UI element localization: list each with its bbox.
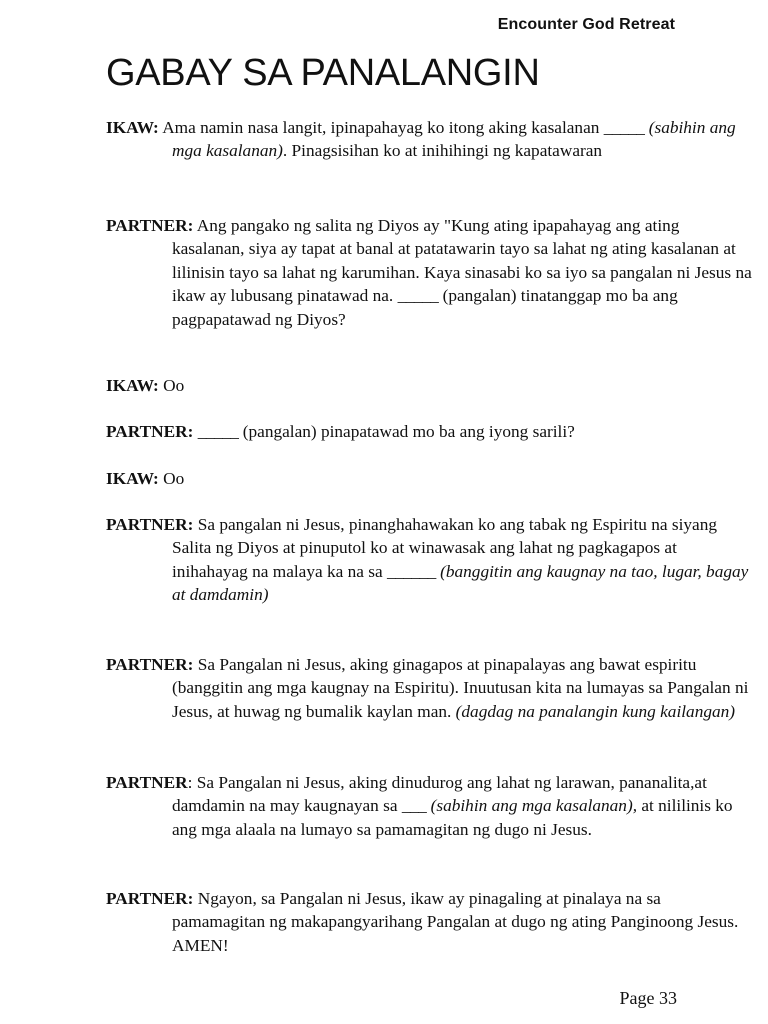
dialogue-entry: [106, 513, 752, 607]
speaker-label: IKAW:: [106, 469, 159, 488]
instruction-note: (dagdag na panalangin kung kailangan): [455, 701, 736, 721]
speaker-label: PARTNER:: [106, 216, 194, 235]
dialogue-text: Ang pangako ng salita ng Diyos ay "Kung ating ipapahayag ang ating kasalanan, siya ay tapat at banal at patatawarin tayo sa lahat ng ating kasalanan at lilinisin tayo sa lahat ng karumihan. Kaya sinasabi ko sa iyo sa pangalan ni Jesus na ikaw ay lubusang pinatawad na.: [172, 216, 752, 306]
dialogue-text: : Sa Pangalan ni Jesus, aking dinudurog ang lahat ng larawan, pananalita,at damdamin na may kaugnayan sa: [172, 773, 707, 816]
instruction-note: (sabihin ang mga kasalanan): [172, 118, 736, 161]
dialogue-text: (pangalan) pinapatawad mo ba ang iyong sarili?: [238, 422, 575, 441]
speaker-label: PARTNER: [106, 773, 188, 792]
fill-in-blank: ______: [386, 561, 436, 581]
dialogue-entry: [106, 214, 752, 331]
fill-in-blank: _____: [397, 286, 439, 306]
dialogue-entry: [106, 420, 752, 443]
dialogue-text: Sa Pangalan ni Jesus, aking ginagapos at pinapalayas ang bawat espiritu (banggitin ang mga kaugnay na Espiritu). Inuutusan kita na lumayas sa Pangalan ni Jesus, at huwag ng bumalik kaylan man.: [172, 655, 749, 721]
dialogue-text: Oo: [158, 469, 185, 488]
speaker-label: IKAW:: [106, 118, 159, 137]
dialogue-text: Oo: [158, 376, 185, 395]
dialogue-text: . Pinagsisihan ko at inihihingi ng kapatawaran: [282, 141, 603, 161]
speaker-label: IKAW:: [106, 376, 159, 395]
page-number: Page 33: [619, 988, 677, 1008]
dialogue-text: at nililinis ko ang mga alaala na lumayo sa pamamagitan ng dugo ni Jesus.: [172, 796, 733, 839]
speaker-label: PARTNER:: [106, 889, 194, 908]
dialogue-entry: [106, 771, 752, 841]
dialogue-entry: [106, 116, 752, 163]
running-header: Encounter God Retreat: [497, 16, 675, 33]
dialogue-entry: [106, 887, 752, 957]
dialogue-text: Ama namin nasa langit, ipinapahayag ko itong aking kasalanan: [158, 118, 604, 137]
dialogue-entry: [106, 653, 752, 723]
dialogue-entry: [106, 467, 752, 490]
speaker-label: PARTNER:: [106, 655, 194, 674]
page-title: GABAY SA PANALANGIN: [106, 52, 540, 94]
dialogue-entry: [106, 374, 752, 397]
dialogue-text: (pangalan) tinatanggap mo ba ang pagpapatawad ng Diyos?: [172, 286, 678, 329]
fill-in-blank: _____: [197, 422, 239, 441]
speaker-label: PARTNER:: [106, 515, 194, 534]
fill-in-blank: _____: [603, 118, 645, 137]
fill-in-blank: ___: [401, 796, 427, 816]
dialogue-text: Ngayon, sa Pangalan ni Jesus, ikaw ay pinagaling at pinalaya na sa pamamagitan ng makapangyarihang Pangalan at dugo ng ating Panginoong Jesus. AMEN!: [172, 889, 739, 955]
dialogue-text: Sa pangalan ni Jesus, pinanghahawakan ko ang tabak ng Espiritu na siyang Salita ng Diyos at pinuputol ko at winawasak ang lahat ng pagkagapos at inihahayag na malaya ka na sa: [172, 515, 717, 581]
instruction-note: (sabihin ang mga kasalanan),: [426, 796, 638, 816]
instruction-note: (banggitin ang kaugnay na tao, lugar, bagay at damdamin): [172, 561, 749, 605]
speaker-label: PARTNER:: [106, 422, 194, 441]
